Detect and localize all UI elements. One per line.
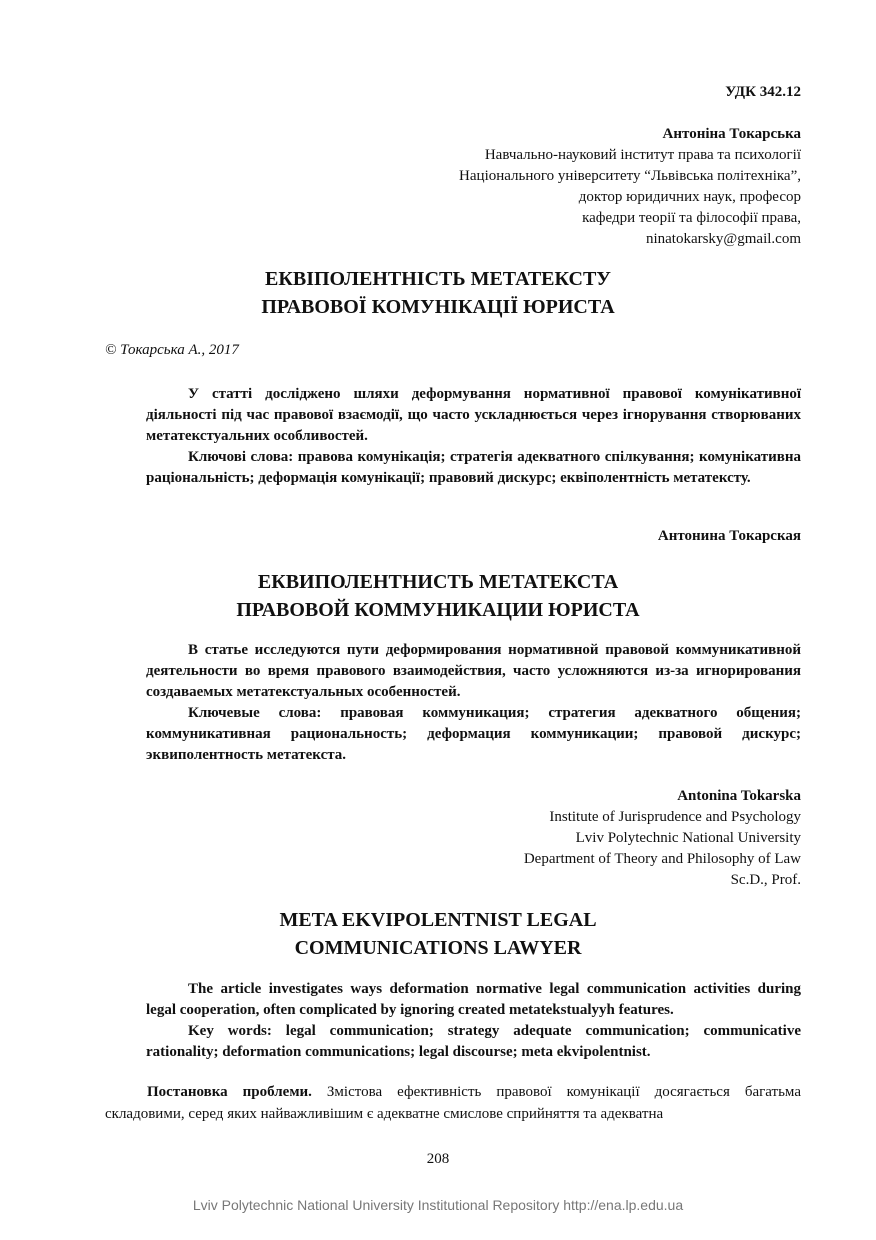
- title-line: ЕКВІПОЛЕНТНІСТЬ МЕТАТЕКСТУ: [265, 268, 611, 290]
- affiliation-line: доктор юридичних наук, професор: [578, 189, 801, 205]
- article-title-ru: [75, 568, 801, 624]
- abstract-block-en: [146, 979, 801, 1063]
- affiliation-line: Національного університету “Львівська політехніка”,: [459, 168, 801, 184]
- title-line: COMMUNICATIONS LAWYER: [294, 937, 582, 959]
- title-line: ЕКВИПОЛЕНТНИСТЬ МЕТАТЕКСТА: [257, 571, 619, 593]
- affiliation-line: Institute of Jurisprudence and Psychology: [549, 809, 801, 825]
- article-title-en: [75, 906, 801, 962]
- udk-code: УДК 342.12: [725, 84, 801, 100]
- title-line: ПРАВОВОЙ КОММУНИКАЦИИ ЮРИСТА: [236, 599, 640, 621]
- author-name-ru: Антонина Токарская: [657, 528, 801, 544]
- author-name-en: Antonina Tokarska: [677, 788, 801, 804]
- keywords-ru: Ключевые слова: правовая коммуникация; стратегия адекватного общения; коммуникативная рациональность; деформация коммуникации; правовой дискурс; эквиполентность метатекста.: [146, 705, 801, 763]
- page-number: 208: [426, 1151, 450, 1167]
- affiliation-line: Навчально-науковий інститут права та психології: [484, 147, 801, 163]
- title-line: META EKVIPOLENTNIST LEGAL: [279, 909, 597, 931]
- affiliation-line: кафедри теорії та філософії права,: [582, 210, 801, 226]
- author-email: ninatokarsky@gmail.com: [645, 231, 801, 247]
- abstract-ru: В статье исследуются пути деформирования нормативной правовой коммуникативной деятельности во время правового взаимодействия, часто усложняются из-за игнорирования создаваемых метатекстуальных особенностей.: [146, 642, 801, 700]
- title-line: ПРАВОВОЇ КОМУНІКАЦІЇ ЮРИСТА: [261, 296, 615, 318]
- abstract-ua: У статті досліджено шляхи деформування нормативної правової комунікативної діяльності під час правової взаємодії, що часто ускладнюється через ігнорування створюваних метатекстуальних особливостей.: [146, 386, 801, 444]
- affiliation-line: Lviv Polytechnic National University: [575, 830, 801, 846]
- author-degree: Sc.D., Prof.: [730, 872, 801, 888]
- abstract-en: The article investigates ways deformation normative legal communication activities during legal cooperation, often complicated by ignoring created metatekstualyyh features.: [146, 981, 801, 1018]
- body-paragraph-text: [105, 1081, 801, 1125]
- author-block-ua: [459, 124, 801, 250]
- affiliation-line: Department of Theory and Philosophy of Law: [523, 851, 801, 867]
- keywords-ua: Ключові слова: правова комунікація; стратегія адекватного спілкування; комунікативна раціональність; деформація комунікації; правовий дискурс; еквіполентність метатексту.: [146, 449, 801, 486]
- body-text: Змістова ефективність правової комунікації досягається багатьма складовими, серед яких найважливішим є адекватне смислове сприйняття та адекватна: [105, 1084, 801, 1122]
- body-paragraph: [105, 1081, 801, 1125]
- article-title-ua: [75, 265, 801, 321]
- abstract-block-ru: [146, 640, 801, 766]
- abstract-block-ua: [146, 384, 801, 489]
- author-name-ua: Антоніна Токарська: [662, 126, 801, 142]
- keywords-en: Key words: legal communication; strategy adequate communication; communicative rationality; deformation communications; legal discourse; meta ekvipolentnist.: [146, 1023, 801, 1060]
- copyright-notice: © Токарська А., 2017: [105, 342, 239, 358]
- repository-footer: Lviv Polytechnic National University Institutional Repository http://ena.lp.edu.ua: [192, 1197, 684, 1213]
- section-heading: Постановка проблеми.: [147, 1084, 312, 1100]
- author-block-en: [524, 786, 801, 891]
